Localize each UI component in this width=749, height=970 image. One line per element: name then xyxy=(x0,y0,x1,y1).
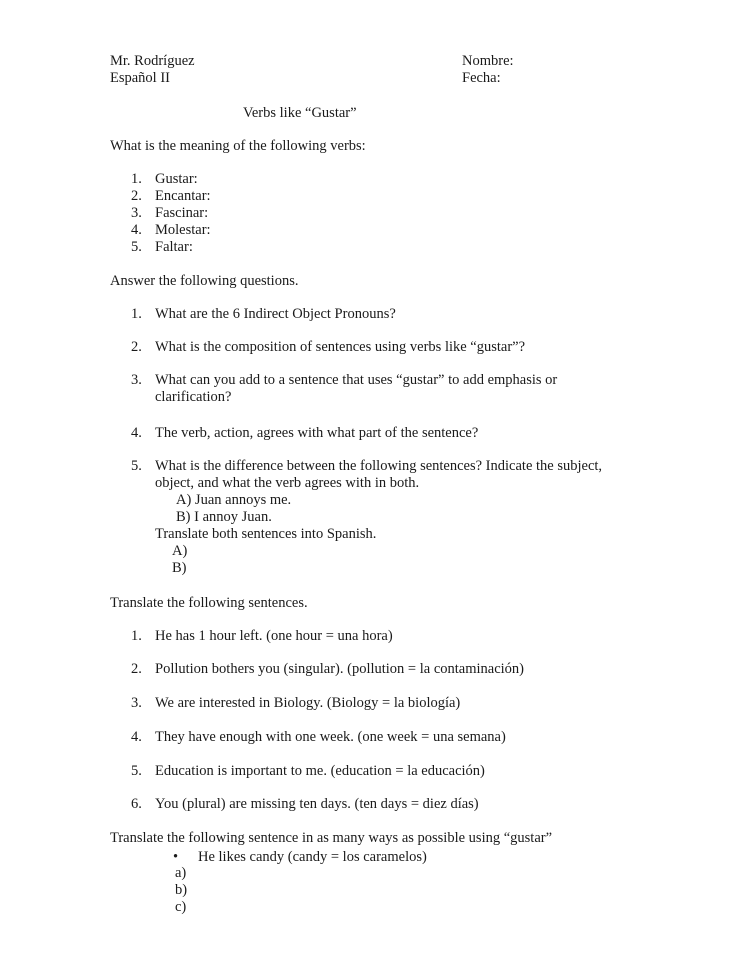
item-number: 3. xyxy=(131,695,142,711)
item-text: Faltar: xyxy=(155,239,193,255)
bullet-sentence: He likes candy (candy = los caramelos) xyxy=(198,849,427,865)
section-heading: Translate the following sentences. xyxy=(110,595,308,611)
item-number: 5. xyxy=(131,458,142,474)
item-number: 2. xyxy=(131,661,142,677)
item-number: 4. xyxy=(131,729,142,745)
question: The verb, action, agrees with what part of the sentence? xyxy=(155,425,479,441)
section-heading: What is the meaning of the following verbs: xyxy=(110,138,366,154)
item-text: We are interested in Biology. (Biology = la biología) xyxy=(155,695,461,711)
sentence-b: B) I annoy Juan. xyxy=(176,509,272,525)
item-number: 1. xyxy=(131,306,142,322)
bullet-icon: • xyxy=(173,849,179,865)
item-number: 3. xyxy=(131,205,142,221)
item-number: 2. xyxy=(131,339,142,355)
item-number: 1. xyxy=(131,171,142,187)
item-number: 2. xyxy=(131,188,142,204)
answer-line: c) xyxy=(175,899,187,915)
item-text: Molestar: xyxy=(155,222,211,238)
item-text: They have enough with one week. (one week = una semana) xyxy=(155,729,506,745)
item-number: 3. xyxy=(131,372,142,388)
course-name: Español II xyxy=(110,70,170,86)
answer-line: b) xyxy=(175,882,188,898)
translate-instruction: Translate both sentences into Spanish. xyxy=(155,526,377,542)
item-number: 4. xyxy=(131,222,142,238)
item-number: 5. xyxy=(131,763,142,779)
item-text: Pollution bothers you (singular). (pollution = la contaminación) xyxy=(155,661,525,677)
item-text: Gustar: xyxy=(155,171,198,187)
item-text: Fascinar: xyxy=(155,205,209,221)
question-cont: object, and what the verb agrees with in both. xyxy=(155,475,420,491)
item-number: 4. xyxy=(131,425,142,441)
question-cont: clarification? xyxy=(155,389,232,405)
item-number: 1. xyxy=(131,628,142,644)
sentence-a: A) Juan annoys me. xyxy=(176,492,292,508)
page-title: Verbs like “Gustar” xyxy=(243,105,357,121)
answer-b: B) xyxy=(172,560,187,576)
question: What are the 6 Indirect Object Pronouns? xyxy=(155,306,396,322)
question: What is the composition of sentences using verbs like “gustar”? xyxy=(155,339,526,355)
section-heading: Answer the following questions. xyxy=(110,273,299,289)
answer-a: A) xyxy=(172,543,188,559)
item-number: 5. xyxy=(131,239,142,255)
answer-line: a) xyxy=(175,865,187,881)
item-text: Encantar: xyxy=(155,188,211,204)
teacher-name: Mr. Rodríguez xyxy=(110,53,195,69)
item-text: He has 1 hour left. (one hour = una hora) xyxy=(155,628,393,644)
question: What is the difference between the following sentences? Indicate the subject, xyxy=(155,458,603,474)
question: What can you add to a sentence that uses “gustar” to add emphasis or xyxy=(155,372,558,388)
name-label: Nombre: xyxy=(462,53,514,69)
item-text: Education is important to me. (education = la educación) xyxy=(155,763,485,779)
item-text: You (plural) are missing ten days. (ten days = diez días) xyxy=(155,796,479,812)
section-heading: Translate the following sentence in as many ways as possible using “gustar” xyxy=(110,830,553,846)
item-number: 6. xyxy=(131,796,142,812)
date-label: Fecha: xyxy=(462,70,501,86)
